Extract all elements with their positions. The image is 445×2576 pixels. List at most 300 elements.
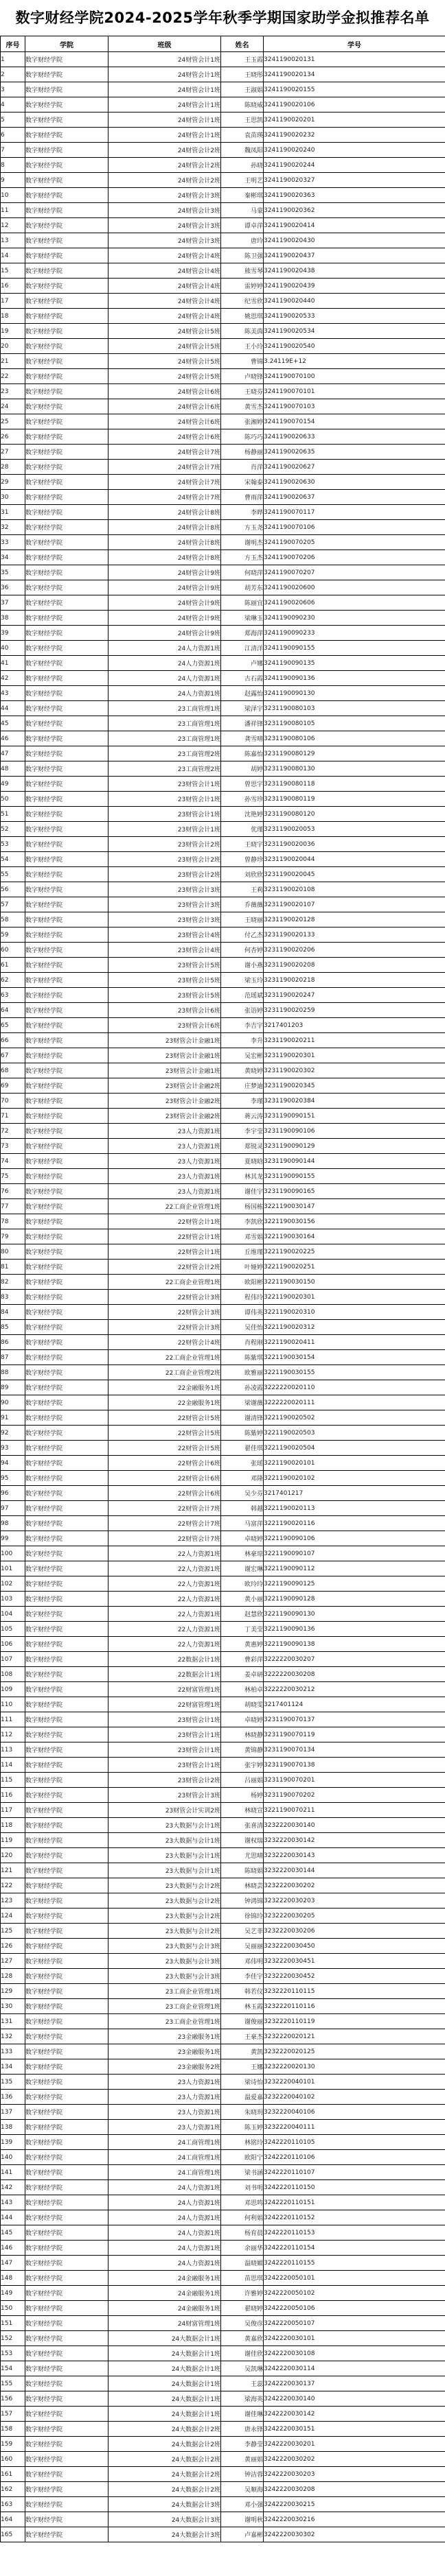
- cell-class: 24财管会计2班: [109, 143, 221, 158]
- cell-name: 黄雪杰: [221, 399, 264, 414]
- cell-name: 邓小强: [221, 2497, 264, 2512]
- cell-student-id: 3241190070103: [264, 399, 445, 414]
- cell-student-id: 3241190020240: [264, 143, 445, 158]
- cell-number: 82: [1, 1275, 25, 1290]
- table-row: [1, 67, 445, 82]
- cell-college: 数字财经学院: [25, 1727, 109, 1742]
- cell-class: 24财管会计7班: [109, 475, 221, 490]
- cell-number: 142: [1, 2180, 25, 2195]
- table-row: [1, 1169, 445, 1184]
- cell-class: 24人力资源1班: [109, 671, 221, 686]
- table-row: [1, 1576, 445, 1592]
- cell-student-id: 3241190020430: [264, 233, 445, 248]
- cell-college: 数字财经学院: [25, 2075, 109, 2090]
- cell-student-id: 3241190020134: [264, 67, 445, 82]
- cell-college: 数字财经学院: [25, 1607, 109, 1622]
- cell-class: 24财管会计4班: [109, 309, 221, 324]
- cell-number: 144: [1, 2210, 25, 2225]
- cell-name: 梁琳玉: [221, 611, 264, 626]
- cell-college: 数字财经学院: [25, 263, 109, 279]
- cell-number: 27: [1, 445, 25, 460]
- cell-class: 23大数据与会计3班: [109, 1969, 221, 1984]
- cell-name: 古石霞: [221, 671, 264, 686]
- cell-college: 数字财经学院: [25, 2286, 109, 2301]
- cell-number: 132: [1, 2029, 25, 2044]
- table-row: [1, 1516, 445, 1531]
- cell-number: 83: [1, 1290, 25, 1305]
- cell-college: 数字财经学院: [25, 761, 109, 777]
- table-header-row: [1, 36, 445, 52]
- cell-student-id: 3241190020106: [264, 97, 445, 113]
- cell-college: 数字财经学院: [25, 1984, 109, 1999]
- table-row: [1, 1697, 445, 1712]
- table-row: [1, 2105, 445, 2120]
- cell-class: 23财管会计2班: [109, 837, 221, 852]
- cell-class: 24大数据会计1班: [109, 2361, 221, 2376]
- cell-class: 24人力资源1班: [109, 686, 221, 701]
- table-row: [1, 1893, 445, 1909]
- cell-number: 125: [1, 1924, 25, 1939]
- cell-student-id: 3221190020225: [264, 1244, 445, 1260]
- cell-number: 23: [1, 384, 25, 399]
- cell-number: 11: [1, 203, 25, 218]
- cell-college: 数字财经学院: [25, 792, 109, 807]
- cell-student-id: 3242220030142: [264, 2407, 445, 2422]
- cell-class: 22人力资源1班: [109, 1546, 221, 1561]
- cell-student-id: 3221190020301: [264, 1290, 445, 1305]
- table-row: [1, 52, 445, 67]
- cell-name: 朱晓玥: [221, 2105, 264, 2120]
- cell-college: 数字财经学院: [25, 2059, 109, 2075]
- cell-student-id: 3232220030144: [264, 1863, 445, 1878]
- cell-class: 22金融服务1班: [109, 1380, 221, 1395]
- table-row: [1, 2467, 445, 2482]
- cell-college: 数字财经学院: [25, 1048, 109, 1063]
- cell-class: 24财管会计8班: [109, 535, 221, 550]
- cell-college: 数字财经学院: [25, 1320, 109, 1335]
- cell-class: 24财管会计5班: [109, 354, 221, 369]
- cell-number: 128: [1, 1969, 25, 1984]
- cell-class: 22人力资源1班: [109, 1637, 221, 1652]
- table-row: [1, 1426, 445, 1441]
- cell-number: 97: [1, 1501, 25, 1516]
- table-row: [1, 686, 445, 701]
- cell-class: 23工商管理1班: [109, 701, 221, 716]
- cell-number: 63: [1, 988, 25, 1003]
- cell-college: 数字财经学院: [25, 1244, 109, 1260]
- cell-college: 数字财经学院: [25, 1833, 109, 1848]
- cell-student-id: 3242220030101: [264, 2331, 445, 2346]
- cell-student-id: 3221190020504: [264, 1441, 445, 1456]
- cell-name: 梁谢薇: [221, 1395, 264, 1410]
- cell-name: 陈紫婷: [221, 1426, 264, 1441]
- cell-college: 数字财经学院: [25, 248, 109, 263]
- cell-college: 数字财经学院: [25, 1335, 109, 1350]
- table-row: [1, 1063, 445, 1078]
- cell-class: 24财管会计4班: [109, 294, 221, 309]
- cell-class: 24金融服务1班: [109, 2301, 221, 2316]
- cell-class: 24人力资源1班: [109, 2225, 221, 2241]
- cell-number: 52: [1, 822, 25, 837]
- table-row: [1, 2014, 445, 2029]
- cell-name: 优瑾: [221, 822, 264, 837]
- cell-number: 98: [1, 1516, 25, 1531]
- cell-student-id: 3241190020534: [264, 324, 445, 339]
- cell-number: 75: [1, 1169, 25, 1184]
- cell-class: 23财管会计1班: [109, 1758, 221, 1773]
- cell-name: 熊雪琴: [221, 263, 264, 279]
- cell-class: 23工商企业管理1班: [109, 2014, 221, 2029]
- cell-student-id: 3242220110153: [264, 2225, 445, 2241]
- cell-college: 数字财经学院: [25, 2105, 109, 2120]
- cell-student-id: 3241190020439: [264, 279, 445, 294]
- table-row: [1, 1924, 445, 1939]
- cell-name: 张瑶: [221, 1456, 264, 1471]
- cell-number: 78: [1, 1214, 25, 1229]
- cell-name: 王晓彤: [221, 67, 264, 82]
- cell-student-id: 3221190020116: [264, 1516, 445, 1531]
- cell-class: 23财管会计金融2班: [109, 1094, 221, 1109]
- table-row: [1, 2241, 445, 2256]
- cell-student-id: 3221190020113: [264, 1501, 445, 1516]
- cell-class: 22财管会计7班: [109, 1531, 221, 1546]
- cell-number: 86: [1, 1335, 25, 1350]
- cell-number: 80: [1, 1244, 25, 1260]
- cell-name: 何晓萍: [221, 565, 264, 580]
- cell-name: 马蒙: [221, 203, 264, 218]
- cell-number: 46: [1, 731, 25, 746]
- cell-name: 曾静珍: [221, 852, 264, 867]
- cell-college: 数字财经学院: [25, 294, 109, 309]
- cell-student-id: 3232220040102: [264, 2090, 445, 2105]
- cell-name: 谢宏琳: [221, 1561, 264, 1576]
- cell-college: 数字财经学院: [25, 490, 109, 505]
- table-row: [1, 173, 445, 188]
- table-row: [1, 2422, 445, 2437]
- cell-name: 谢佳欣: [221, 2346, 264, 2361]
- cell-number: 76: [1, 1184, 25, 1199]
- table-row: [1, 1154, 445, 1169]
- cell-name: 魏凤阳: [221, 143, 264, 158]
- cell-college: 数字财经学院: [25, 339, 109, 354]
- cell-class: 24大数据会计2班: [109, 2452, 221, 2467]
- cell-college: 数字财经学院: [25, 1139, 109, 1154]
- table-row: [1, 82, 445, 97]
- cell-student-id: 3242220050106: [264, 2301, 445, 2316]
- cell-student-id: 3242220030203: [264, 2467, 445, 2482]
- cell-student-id: 3231190090165: [264, 1184, 445, 1199]
- table-row: [1, 973, 445, 988]
- table-row: [1, 279, 445, 294]
- cell-number: 59: [1, 927, 25, 943]
- cell-number: 28: [1, 460, 25, 475]
- table-row: [1, 2391, 445, 2407]
- cell-class: 22财管会计3班: [109, 1290, 221, 1305]
- cell-class: 24大数据会计1班: [109, 2376, 221, 2391]
- cell-name: 吴丽丽: [221, 1939, 264, 1954]
- cell-class: 24财管会计4班: [109, 263, 221, 279]
- cell-number: 152: [1, 2331, 25, 2346]
- cell-student-id: 3241190020438: [264, 263, 445, 279]
- cell-class: 24大数据会计3班: [109, 2497, 221, 2512]
- cell-name: 孙凌霞: [221, 1380, 264, 1395]
- cell-name: 王莉: [221, 882, 264, 897]
- cell-name: 孙雪珍: [221, 792, 264, 807]
- table-row: [1, 505, 445, 520]
- cell-name: 韩越: [221, 1501, 264, 1516]
- cell-name: 雷婷婷: [221, 279, 264, 294]
- cell-number: 30: [1, 490, 25, 505]
- table-row: [1, 248, 445, 263]
- cell-college: 数字财经学院: [25, 1758, 109, 1773]
- cell-student-id: 3241190020600: [264, 580, 445, 595]
- table-row: [1, 1954, 445, 1969]
- table-row: [1, 958, 445, 973]
- cell-name: 杨育晨: [221, 2225, 264, 2241]
- cell-college: 数字财经学院: [25, 2527, 109, 2542]
- cell-college: 数字财经学院: [25, 188, 109, 203]
- cell-name: 翟佳琪: [221, 1441, 264, 1456]
- cell-name: 陈丽宜: [221, 595, 264, 611]
- cell-student-id: 3231190020345: [264, 1078, 445, 1094]
- cell-number: 19: [1, 324, 25, 339]
- cell-name: 胡婷: [221, 761, 264, 777]
- cell-name: 林铭玲: [221, 2135, 264, 2150]
- cell-number: 55: [1, 867, 25, 882]
- table-row: [1, 535, 445, 550]
- cell-college: 数字财经学院: [25, 475, 109, 490]
- table-row: [1, 1501, 445, 1516]
- cell-name: 何利娟: [221, 2210, 264, 2225]
- cell-number: 99: [1, 1531, 25, 1546]
- cell-student-id: 3241190070154: [264, 414, 445, 429]
- cell-student-id: 3242220110105: [264, 2135, 445, 2150]
- cell-student-id: 3232220040106: [264, 2105, 445, 2120]
- cell-number: 127: [1, 1954, 25, 1969]
- cell-class: 23工商管理2班: [109, 746, 221, 761]
- cell-name: 王思凯: [221, 113, 264, 128]
- cell-class: 23大数据与会计2班: [109, 1909, 221, 1924]
- cell-number: 135: [1, 2075, 25, 2090]
- table-row: [1, 2135, 445, 2150]
- cell-name: 叶娅婷: [221, 1260, 264, 1275]
- cell-student-id: 3242220030216: [264, 2512, 445, 2527]
- cell-name: 李升: [221, 1033, 264, 1048]
- table-row: [1, 1984, 445, 1999]
- cell-student-id: 3241190090230: [264, 611, 445, 626]
- cell-class: 23财管会计2班: [109, 867, 221, 882]
- cell-name: 黄嘉欣: [221, 2331, 264, 2346]
- cell-class: 23人力资源1班: [109, 2075, 221, 2090]
- table-row: [1, 339, 445, 354]
- cell-college: 数字财经学院: [25, 1426, 109, 1441]
- cell-college: 数字财经学院: [25, 429, 109, 445]
- cell-class: 23大数据与会计3班: [109, 1954, 221, 1969]
- cell-college: 数字财经学院: [25, 1109, 109, 1124]
- table-row: [1, 792, 445, 807]
- cell-number: 159: [1, 2437, 25, 2452]
- cell-college: 数字财经学院: [25, 1667, 109, 1682]
- table-row: [1, 701, 445, 716]
- cell-number: 146: [1, 2241, 25, 2256]
- cell-student-id: 3231190070137: [264, 1712, 445, 1727]
- cell-number: 14: [1, 248, 25, 263]
- table-row: [1, 550, 445, 565]
- cell-college: 数字财经学院: [25, 1365, 109, 1380]
- cell-class: 23人力资源1班: [109, 1169, 221, 1184]
- cell-name: 卓晓婷: [221, 1712, 264, 1727]
- cell-college: 数字财经学院: [25, 611, 109, 626]
- cell-name: 吴佳怡: [221, 1320, 264, 1335]
- cell-college: 数字财经学院: [25, 1576, 109, 1592]
- cell-name: 丘维瑾: [221, 1244, 264, 1260]
- table-row: [1, 1395, 445, 1410]
- cell-student-id: 3232220030140: [264, 1818, 445, 1833]
- cell-class: 23金融服务1班: [109, 2029, 221, 2044]
- cell-number: 140: [1, 2150, 25, 2165]
- cell-student-id: 3242220050101: [264, 2271, 445, 2286]
- table-row: [1, 1969, 445, 1984]
- cell-college: 数字财经学院: [25, 1441, 109, 1456]
- cell-number: 92: [1, 1426, 25, 1441]
- cell-number: 121: [1, 1863, 25, 1878]
- cell-class: 23财管会计1班: [109, 777, 221, 792]
- table-row: [1, 1365, 445, 1380]
- cell-student-id: 3221190030150: [264, 1275, 445, 1290]
- cell-number: 20: [1, 339, 25, 354]
- cell-name: 谢佳琳: [221, 2407, 264, 2422]
- cell-name: 李宇莹: [221, 1124, 264, 1139]
- cell-number: 88: [1, 1365, 25, 1380]
- table-row: [1, 1637, 445, 1652]
- cell-college: 数字财经学院: [25, 1893, 109, 1909]
- cell-class: 23大数据与会计2班: [109, 1893, 221, 1909]
- cell-class: 23大数据与会计1班: [109, 1848, 221, 1863]
- cell-college: 数字财经学院: [25, 1637, 109, 1652]
- cell-name: 苗思琪: [221, 2271, 264, 2286]
- cell-college: 数字财经学院: [25, 2376, 109, 2391]
- table-row: [1, 2437, 445, 2452]
- table-row: [1, 716, 445, 731]
- cell-college: 数字财经学院: [25, 2512, 109, 2527]
- table-row: [1, 1380, 445, 1395]
- cell-number: 110: [1, 1697, 25, 1712]
- cell-college: 数字财经学院: [25, 2165, 109, 2180]
- cell-student-id: 3241190020606: [264, 595, 445, 611]
- cell-class: 23财管会计4班: [109, 927, 221, 943]
- cell-name: 王豪杰: [221, 2029, 264, 2044]
- table-row: [1, 2150, 445, 2165]
- cell-class: 22人力资源1班: [109, 1622, 221, 1637]
- cell-name: 郑海萍: [221, 626, 264, 641]
- cell-college: 数字财经学院: [25, 626, 109, 641]
- cell-student-id: 3232220030142: [264, 1833, 445, 1848]
- cell-class: 23大数据与会计3班: [109, 1939, 221, 1954]
- cell-number: 58: [1, 912, 25, 927]
- table-row: [1, 128, 445, 143]
- cell-class: 24财管会计1班: [109, 67, 221, 82]
- cell-class: 24财管会计8班: [109, 520, 221, 535]
- cell-college: 数字财经学院: [25, 852, 109, 867]
- table-row: [1, 2044, 445, 2059]
- cell-college: 数字财经学院: [25, 1078, 109, 1094]
- cell-name: 黄丽娟: [221, 2452, 264, 2467]
- cell-student-id: 3241190020533: [264, 309, 445, 324]
- cell-class: 22财管会计2班: [109, 1260, 221, 1275]
- cell-college: 数字财经学院: [25, 988, 109, 1003]
- cell-class: 22财管会计7班: [109, 1516, 221, 1531]
- cell-class: 23财管会计金融2班: [109, 1078, 221, 1094]
- cell-student-id: 3221190020251: [264, 1260, 445, 1275]
- cell-college: 数字财经学院: [25, 143, 109, 158]
- table-row: [1, 1244, 445, 1260]
- cell-number: 41: [1, 656, 25, 671]
- cell-student-id: 3231190020247: [264, 988, 445, 1003]
- cell-number: 79: [1, 1229, 25, 1244]
- cell-student-id: 3221190020310: [264, 1305, 445, 1320]
- table-row: [1, 2210, 445, 2225]
- cell-number: 161: [1, 2467, 25, 2482]
- cell-student-id: 3232220040101: [264, 2075, 445, 2090]
- cell-number: 12: [1, 218, 25, 233]
- table-row: [1, 761, 445, 777]
- cell-number: 114: [1, 1758, 25, 1773]
- table-row: [1, 912, 445, 927]
- cell-college: 数字财经学院: [25, 1999, 109, 2014]
- cell-class: 23工商管理1班: [109, 731, 221, 746]
- cell-number: 9: [1, 173, 25, 188]
- cell-student-id: 3231190020053: [264, 822, 445, 837]
- cell-class: 23财管会计1班: [109, 822, 221, 837]
- cell-student-id: 3232220020125: [264, 2044, 445, 2059]
- table-row: [1, 1999, 445, 2014]
- cell-student-id: 3221190070211: [264, 1803, 445, 1818]
- cell-college: 数字财经学院: [25, 1094, 109, 1109]
- cell-name: 邓伟明: [221, 1954, 264, 1969]
- cell-number: 39: [1, 626, 25, 641]
- cell-name: 吴顺海: [221, 2482, 264, 2497]
- table-row: [1, 97, 445, 113]
- cell-number: 134: [1, 2059, 25, 2075]
- cell-class: 24大数据会计1班: [109, 2407, 221, 2422]
- cell-name: 张宇婷: [221, 1758, 264, 1773]
- table-row: [1, 822, 445, 837]
- column-header-name: 姓名: [221, 36, 264, 52]
- cell-name: 姜卓研: [221, 1667, 264, 1682]
- cell-college: 数字财经学院: [25, 1969, 109, 1984]
- cell-name: 沈艳婷: [221, 807, 264, 822]
- cell-college: 数字财经学院: [25, 1546, 109, 1561]
- cell-class: 23工商管理1班: [109, 716, 221, 731]
- cell-class: 24财管会计1班: [109, 97, 221, 113]
- table-row: [1, 2376, 445, 2391]
- cell-college: 数字财经学院: [25, 2044, 109, 2059]
- cell-college: 数字财经学院: [25, 746, 109, 761]
- cell-name: 王淑娟: [221, 82, 264, 97]
- cell-name: 钟鸿锦: [221, 1893, 264, 1909]
- table-row: [1, 203, 445, 218]
- cell-number: 45: [1, 716, 25, 731]
- table-row: [1, 2286, 445, 2301]
- cell-number: 69: [1, 1078, 25, 1094]
- cell-class: 22财管会计1班: [109, 1244, 221, 1260]
- cell-student-id: 3242220050107: [264, 2316, 445, 2331]
- cell-college: 数字财经学院: [25, 2407, 109, 2422]
- cell-class: 24人力资源1班: [109, 2256, 221, 2271]
- cell-student-id: 3241190020327: [264, 173, 445, 188]
- cell-class: 24财管会计6班: [109, 399, 221, 414]
- cell-name: 刘欣欣: [221, 867, 264, 882]
